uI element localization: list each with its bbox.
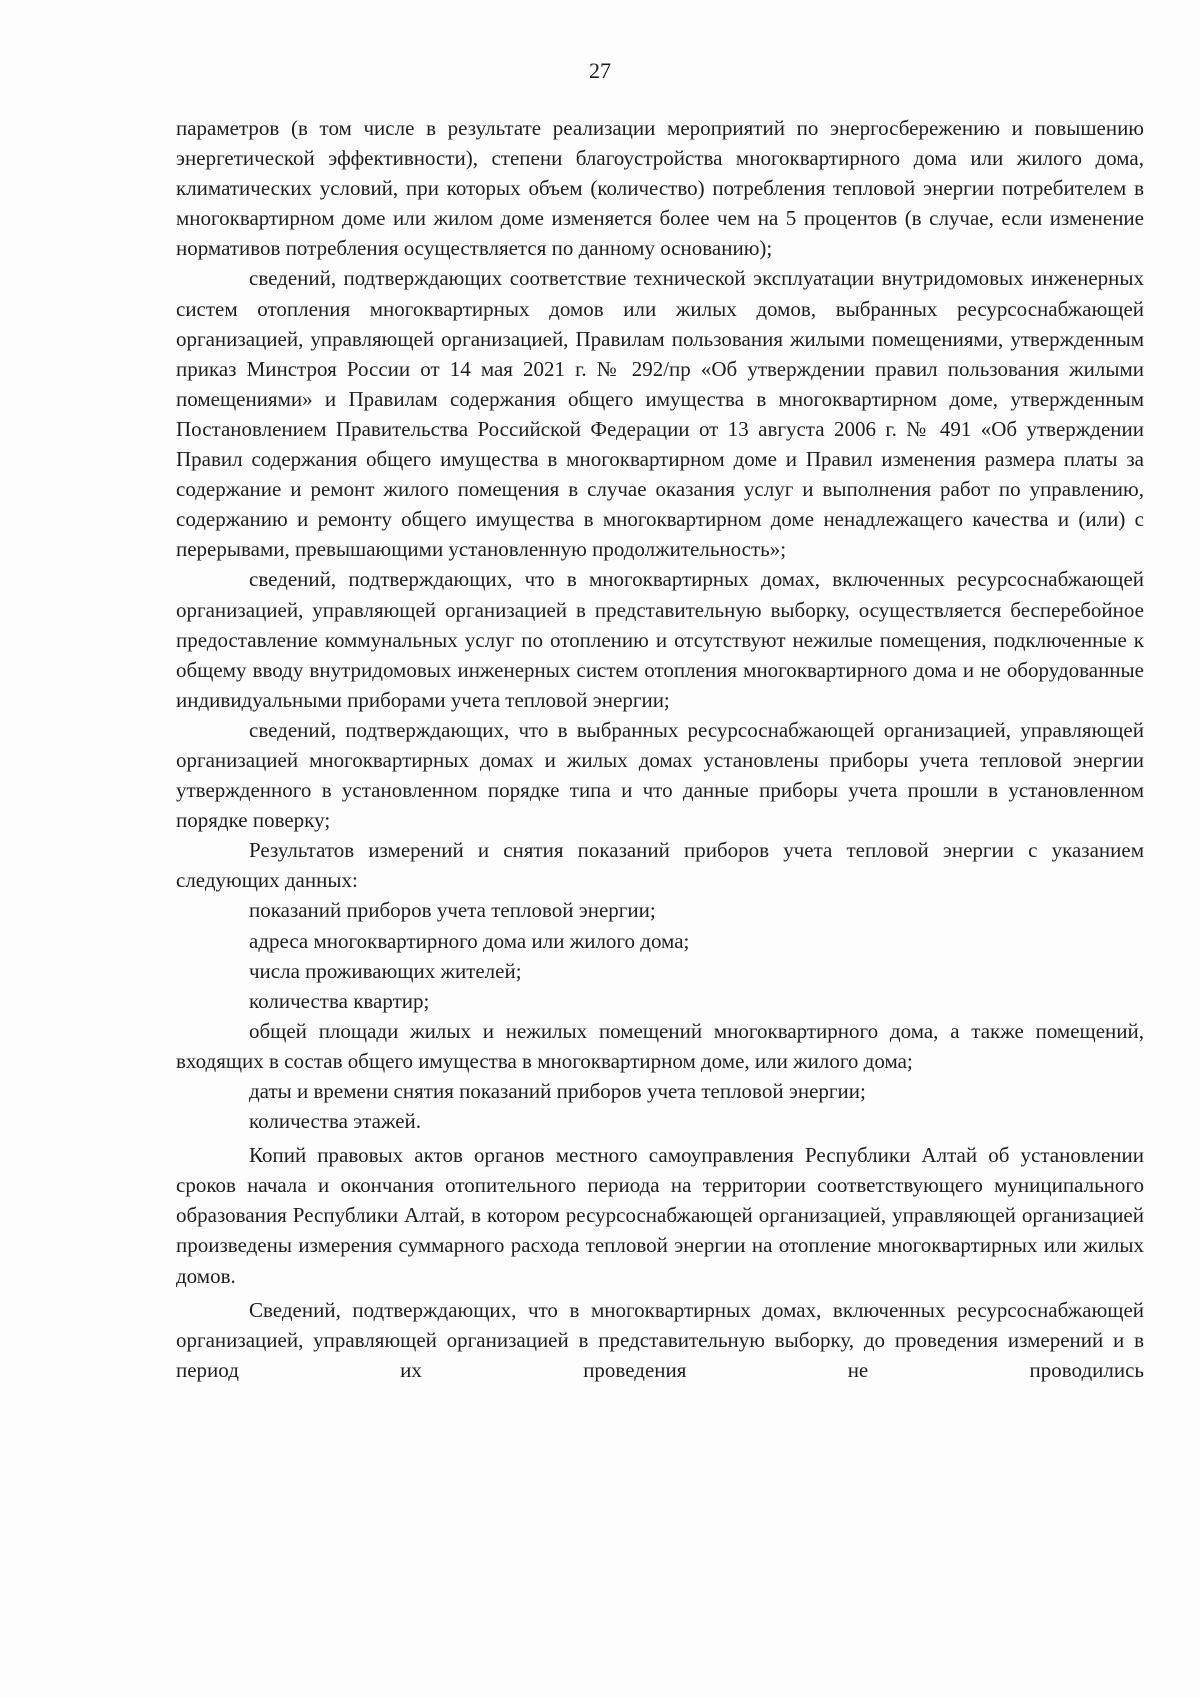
paragraph-uninterrupted-supply: сведений, подтверждающих, что в многоквартирных домах, включенных ресурсоснабжающей организацией, управляющей организацией в представительную выборку, осуществляется бесперебойное предоставление коммунальных услуг по отоплению и отсутствуют нежилые помещения, подключенные к общему вводу внутридомовых инженерных систем отопления многоквартирного дома и не оборудованные индивидуальными приборами учета тепловой энергии; [176, 567, 1144, 712]
list-item-residents: числа проживающих жителей; [249, 958, 522, 983]
page-number: 27 [589, 58, 611, 83]
paragraph-no-works-conducted: Сведений, подтверждающих, что в многоквартирных домах, включенных ресурсоснабжающей организацией, управляющей организацией в представительную выборку, до проведения измерений и в период их проведения не проводились [176, 1297, 1144, 1382]
list-item-address: адреса многоквартирного дома или жилого дома; [249, 928, 690, 953]
paragraph-technical-operation: сведений, подтверждающих соответствие технической эксплуатации внутридомовых инженерных систем отопления многоквартирных домов или жилых домов, выбранных ресурсоснабжающей организацией, управляющей организацией, Правилам пользования жилыми помещениями, утвержденным приказ Минстроя России от 14 мая 2021 г. № 292/пр «Об утверждении правил пользования жилыми помещениями» и Правилам содержания общего имущества в многоквартирном доме, утвержденным Постановлением Правительства Российской Федерации от 13 августа 2006 г. № 491 «Об утверждении Правил содержания общего имущества в многоквартирном доме и Правил изменения размера платы за содержание и ремонт жилого помещения в случае оказания услуг и выполнения работ по управлению, содержанию и ремонту общего имущества в многоквартирном доме ненадлежащего качества и (или) с перерывами, превышающими установленную продолжительность»; [176, 266, 1144, 562]
list-item-floors: количества этажей. [249, 1109, 421, 1134]
paragraph-legal-acts-copies: Копий правовых актов органов местного самоуправления Республики Алтай об установлении сроков начала и окончания отопительного периода на территории соответствующего муниципального образования Республики Алтай, в котором ресурсоснабжающей организацией, управляющей организацией произведены измерения суммарного расхода тепловой энергии на отопление многоквартирных или жилых домов. [176, 1143, 1144, 1288]
list-item-apartments: количества квартир; [249, 988, 430, 1013]
document-body [176, 113, 1144, 1385]
paragraph-measurement-results: Результатов измерений и снятия показаний приборов учета тепловой энергии с указанием следующих данных: [176, 838, 1144, 893]
paragraph-meters-installed: сведений, подтверждающих, что в выбранных ресурсоснабжающей организацией, управляющей организацией многоквартирных домах и жилых домах установлены приборы учета тепловой энергии утвержденного в установленном порядке типа и что данные приборы учета прошли в установленном порядке поверку; [176, 717, 1144, 833]
list-item-total-area: общей площади жилых и нежилых помещений многоквартирного дома, а также помещений, входящих в состав общего имущества в многоквартирном доме, или жилого дома; [176, 1018, 1144, 1073]
list-item-reading-datetime: даты и времени снятия показаний приборов учета тепловой энергии; [249, 1079, 866, 1103]
paragraph-parameters-continuation: параметров (в том числе в результате реализации мероприятий по энергосбережению и повышению энергетической эффективности), степени благоустройства многоквартирного дома или жилого дома, климатических условий, при которых объем (количество) потребления тепловой энергии потребителем в многоквартирном доме или жилом доме изменяется более чем на 5 процентов (в случае, если изменение нормативов потребления осуществляется по данному основанию); [176, 116, 1144, 261]
list-item-meter-readings: показаний приборов учета тепловой энергии; [249, 898, 656, 923]
